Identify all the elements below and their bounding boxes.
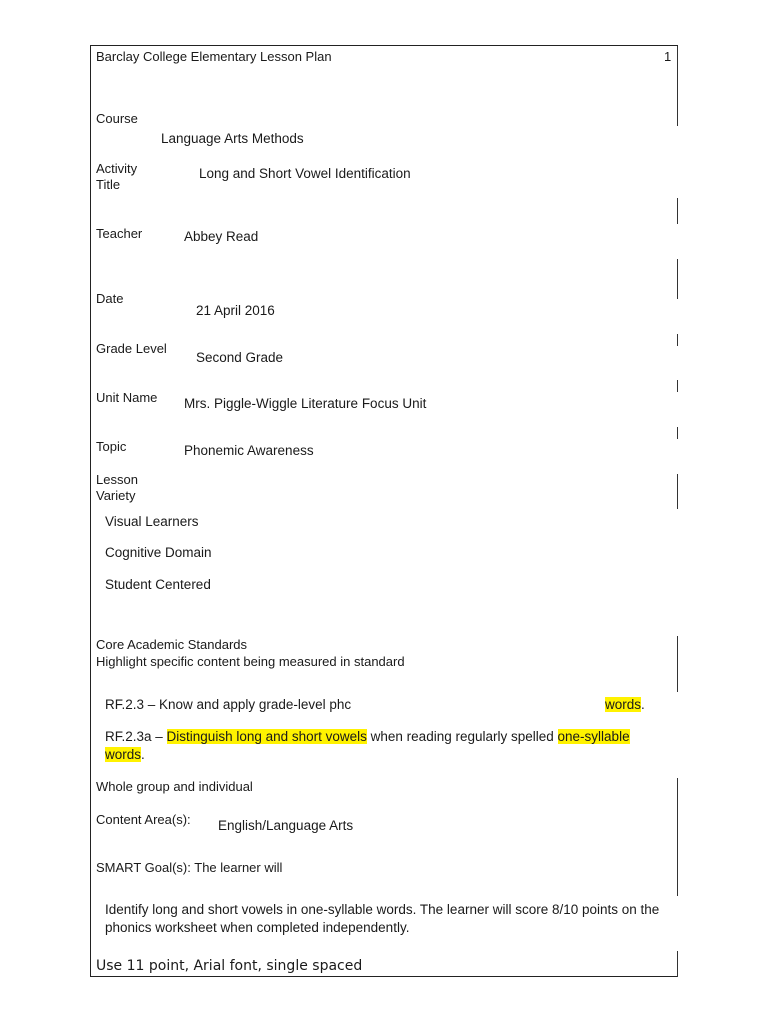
- right-border-segment: [677, 334, 678, 346]
- right-border-segment: [677, 380, 678, 392]
- right-border-segment: [677, 778, 678, 896]
- grouping-text: Whole group and individual: [96, 779, 253, 794]
- highlight-one-syllable: one-syllable: [557, 729, 630, 744]
- highlight-distinguish: Distinguish long and short vowels: [166, 729, 367, 744]
- unit-value: Mrs. Piggle-Wiggle Literature Focus Unit: [184, 396, 427, 411]
- topic-label: Topic: [96, 439, 127, 454]
- period: .: [641, 697, 645, 712]
- standards-subheading: Highlight specific content being measured in standard: [96, 654, 405, 669]
- activity-value: Long and Short Vowel Identification: [199, 166, 411, 181]
- right-border-segment: [677, 259, 678, 299]
- date-label: Date: [96, 291, 124, 306]
- right-border-segment: [677, 427, 678, 439]
- period: .: [141, 747, 145, 762]
- course-value: Language Arts Methods: [161, 131, 304, 146]
- smart-goal-text: Identify long and short vowels in one-syllable words. The learner will score 8/10 points on the phonics worksheet when completed independently.: [105, 902, 660, 935]
- unit-label: Unit Name: [96, 390, 158, 405]
- lesson-item: Student Centered: [105, 577, 211, 592]
- topic-value: Phonemic Awareness: [184, 443, 314, 458]
- activity-label: Activity: [96, 161, 138, 176]
- right-border-segment: [677, 46, 678, 126]
- right-border-segment: [677, 636, 678, 692]
- highlight-words: words: [605, 697, 642, 712]
- grade-label: Grade Level: [96, 341, 167, 356]
- teacher-value: Abbey Read: [184, 229, 259, 244]
- activity-label-line2: Title: [96, 177, 121, 192]
- right-border-segment: [677, 198, 678, 224]
- page-border-top: [90, 45, 678, 46]
- page-border-bottom: [90, 976, 678, 977]
- lesson-item: Visual Learners: [105, 514, 199, 529]
- grade-value: Second Grade: [196, 350, 284, 365]
- course-label: Course: [96, 111, 138, 126]
- date-value: 21 April 2016: [196, 303, 275, 318]
- standards-heading: Core Academic Standards: [96, 637, 248, 652]
- highlight-words-2: words: [105, 747, 142, 762]
- rf23a-prefix: RF.2.3a –: [105, 729, 167, 744]
- teacher-label: Teacher: [96, 226, 143, 241]
- formatting-note: Use 11 point, Arial font, single spaced: [96, 958, 363, 974]
- standard-rf23-end: [605, 697, 645, 713]
- standard-rf23-text: RF.2.3 – Know and apply grade-level phc: [105, 697, 352, 712]
- standard-rf23a-line1: [105, 729, 630, 745]
- lesson-variety-label-line2: Variety: [96, 488, 136, 503]
- page-number: 1: [664, 49, 672, 64]
- content-area-label: Content Area(s):: [96, 812, 191, 827]
- standard-rf23a-line2: [105, 747, 145, 763]
- lesson-variety-label: Lesson: [96, 472, 138, 487]
- lesson-item: Cognitive Domain: [105, 545, 212, 560]
- page-border-left: [90, 45, 91, 977]
- rf23a-middle: when reading regularly spelled: [366, 729, 558, 744]
- content-area-value: English/Language Arts: [218, 818, 354, 833]
- document-title: Barclay College Elementary Lesson Plan: [96, 49, 332, 64]
- right-border-segment: [677, 474, 678, 509]
- smart-goal-label: SMART Goal(s): The learner will: [96, 860, 283, 875]
- right-border-segment: [677, 951, 678, 977]
